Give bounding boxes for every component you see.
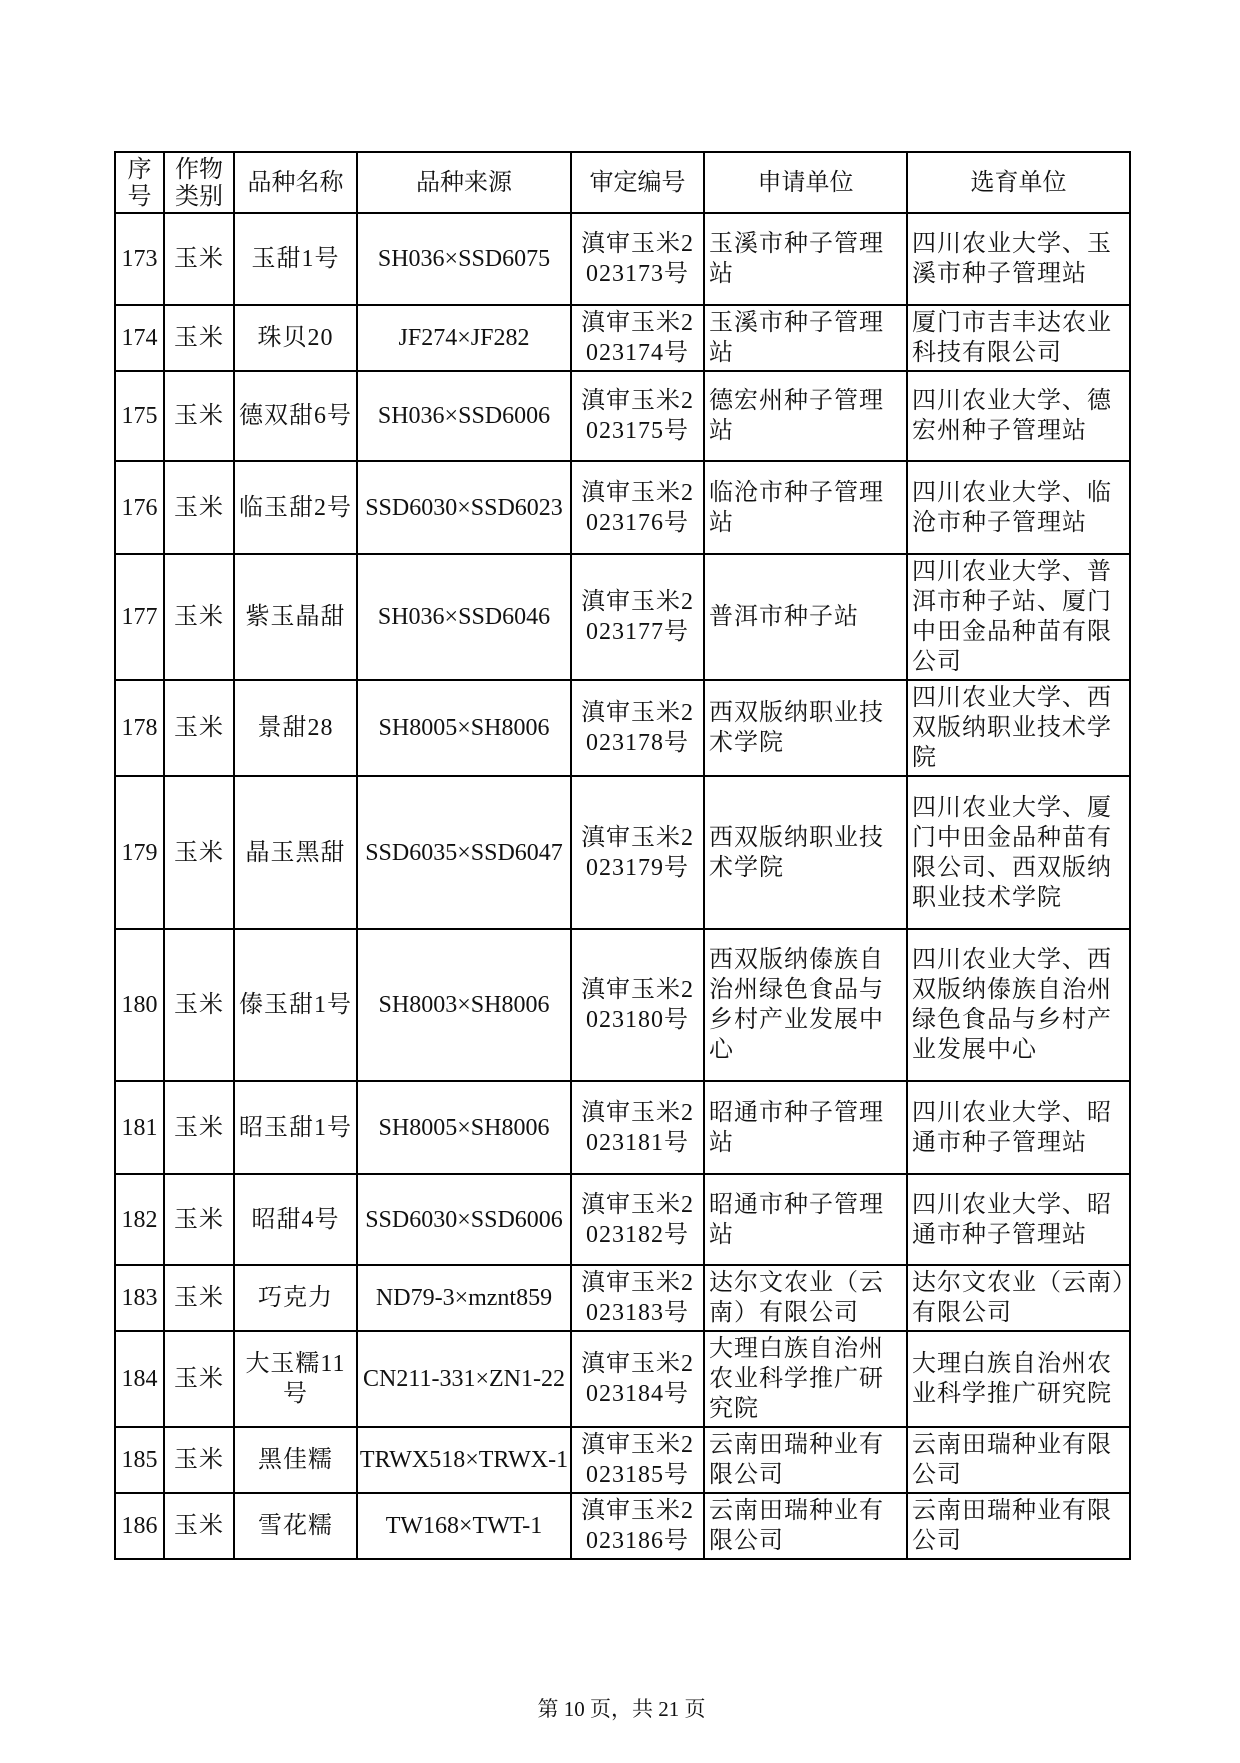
variety-source: SH036×SSD6006 bbox=[357, 371, 571, 461]
table-row bbox=[115, 680, 1130, 776]
row-number: 176 bbox=[115, 461, 164, 554]
approval-code: 滇审玉米2023179号 bbox=[571, 776, 704, 929]
variety-source: SSD6035×SSD6047 bbox=[357, 776, 571, 929]
row-number: 186 bbox=[115, 1493, 164, 1559]
approval-code: 滇审玉米2023181号 bbox=[571, 1081, 704, 1174]
applicant-unit: 临沧市种子管理站 bbox=[704, 461, 907, 554]
applicant-unit: 玉溪市种子管理站 bbox=[704, 213, 907, 305]
table-row bbox=[115, 776, 1130, 929]
table-row bbox=[115, 1081, 1130, 1174]
variety-name: 临玉甜2号 bbox=[234, 461, 357, 554]
variety-name: 珠贝20 bbox=[234, 305, 357, 371]
crop-type: 玉米 bbox=[164, 213, 234, 305]
variety-name: 景甜28 bbox=[234, 680, 357, 776]
table-body bbox=[115, 213, 1130, 1559]
applicant-unit: 西双版纳傣族自治州绿色食品与乡村产业发展中心 bbox=[704, 929, 907, 1081]
variety-name: 黑佳糯 bbox=[234, 1427, 357, 1493]
table-row bbox=[115, 554, 1130, 680]
table-row bbox=[115, 1174, 1130, 1265]
variety-name: 巧克力 bbox=[234, 1265, 357, 1331]
table-row bbox=[115, 461, 1130, 554]
breeder-unit: 厦门市吉丰达农业科技有限公司 bbox=[907, 305, 1130, 371]
page-sheet bbox=[114, 151, 1129, 1763]
header-row bbox=[115, 152, 1130, 213]
row-number: 183 bbox=[115, 1265, 164, 1331]
variety-table bbox=[114, 151, 1131, 1560]
breeder-unit: 四川农业大学、昭通市种子管理站 bbox=[907, 1081, 1130, 1174]
variety-name: 雪花糯 bbox=[234, 1493, 357, 1559]
header-breeder: 选育单位 bbox=[907, 152, 1130, 213]
crop-type: 玉米 bbox=[164, 1493, 234, 1559]
table-row bbox=[115, 371, 1130, 461]
applicant-unit: 普洱市种子站 bbox=[704, 554, 907, 680]
header-name: 品种名称 bbox=[234, 152, 357, 213]
approval-code: 滇审玉米2023173号 bbox=[571, 213, 704, 305]
crop-type: 玉米 bbox=[164, 1331, 234, 1427]
approval-code: 滇审玉米2023183号 bbox=[571, 1265, 704, 1331]
page-footer: 第 10 页，共 21 页 bbox=[537, 1697, 706, 1721]
variety-source: SH8003×SH8006 bbox=[357, 929, 571, 1081]
applicant-unit: 云南田瑞种业有限公司 bbox=[704, 1493, 907, 1559]
variety-source: SH8005×SH8006 bbox=[357, 1081, 571, 1174]
applicant-unit: 云南田瑞种业有限公司 bbox=[704, 1427, 907, 1493]
breeder-unit: 四川农业大学、厦门中田金品种苗有限公司、西双版纳职业技术学院 bbox=[907, 776, 1130, 929]
applicant-unit: 达尔文农业（云南）有限公司 bbox=[704, 1265, 907, 1331]
breeder-unit: 四川农业大学、普洱市种子站、厦门中田金品种苗有限公司 bbox=[907, 554, 1130, 680]
crop-type: 玉米 bbox=[164, 680, 234, 776]
variety-name: 昭甜4号 bbox=[234, 1174, 357, 1265]
header-applicant: 申请单位 bbox=[704, 152, 907, 213]
crop-type: 玉米 bbox=[164, 461, 234, 554]
row-number: 178 bbox=[115, 680, 164, 776]
breeder-unit: 四川农业大学、西双版纳职业技术学院 bbox=[907, 680, 1130, 776]
table-row bbox=[115, 1331, 1130, 1427]
breeder-unit: 大理白族自治州农业科学推广研究院 bbox=[907, 1331, 1130, 1427]
row-number: 185 bbox=[115, 1427, 164, 1493]
variety-source: TW168×TWT-1 bbox=[357, 1493, 571, 1559]
table-row bbox=[115, 1493, 1130, 1559]
applicant-unit: 昭通市种子管理站 bbox=[704, 1174, 907, 1265]
breeder-unit: 四川农业大学、玉溪市种子管理站 bbox=[907, 213, 1130, 305]
variety-name: 傣玉甜1号 bbox=[234, 929, 357, 1081]
crop-type: 玉米 bbox=[164, 776, 234, 929]
variety-source: SH8005×SH8006 bbox=[357, 680, 571, 776]
variety-source: JF274×JF282 bbox=[357, 305, 571, 371]
row-number: 174 bbox=[115, 305, 164, 371]
variety-name: 晶玉黑甜 bbox=[234, 776, 357, 929]
crop-type: 玉米 bbox=[164, 371, 234, 461]
breeder-unit: 四川农业大学、临沧市种子管理站 bbox=[907, 461, 1130, 554]
variety-source: SSD6030×SSD6023 bbox=[357, 461, 571, 554]
variety-name: 紫玉晶甜 bbox=[234, 554, 357, 680]
crop-type: 玉米 bbox=[164, 1081, 234, 1174]
breeder-unit: 达尔文农业（云南）有限公司 bbox=[907, 1265, 1130, 1331]
row-number: 184 bbox=[115, 1331, 164, 1427]
row-number: 173 bbox=[115, 213, 164, 305]
approval-code: 滇审玉米2023177号 bbox=[571, 554, 704, 680]
variety-name: 大玉糯11号 bbox=[234, 1331, 357, 1427]
crop-type: 玉米 bbox=[164, 305, 234, 371]
row-number: 175 bbox=[115, 371, 164, 461]
header-source: 品种来源 bbox=[357, 152, 571, 213]
variety-source: ND79-3×mznt859 bbox=[357, 1265, 571, 1331]
crop-type: 玉米 bbox=[164, 929, 234, 1081]
table-row bbox=[115, 305, 1130, 371]
crop-type: 玉米 bbox=[164, 1174, 234, 1265]
variety-source: SH036×SSD6075 bbox=[357, 213, 571, 305]
variety-source: CN211-331×ZN1-22 bbox=[357, 1331, 571, 1427]
row-number: 182 bbox=[115, 1174, 164, 1265]
variety-source: SSD6030×SSD6006 bbox=[357, 1174, 571, 1265]
table-row bbox=[115, 213, 1130, 305]
row-number: 177 bbox=[115, 554, 164, 680]
applicant-unit: 德宏州种子管理站 bbox=[704, 371, 907, 461]
approval-code: 滇审玉米2023185号 bbox=[571, 1427, 704, 1493]
table-row bbox=[115, 929, 1130, 1081]
breeder-unit: 云南田瑞种业有限公司 bbox=[907, 1427, 1130, 1493]
crop-type: 玉米 bbox=[164, 554, 234, 680]
variety-name: 玉甜1号 bbox=[234, 213, 357, 305]
header-crop: 作物类别 bbox=[164, 152, 234, 213]
table-row bbox=[115, 1427, 1130, 1493]
approval-code: 滇审玉米2023175号 bbox=[571, 371, 704, 461]
row-number: 179 bbox=[115, 776, 164, 929]
breeder-unit: 四川农业大学、西双版纳傣族自治州绿色食品与乡村产业发展中心 bbox=[907, 929, 1130, 1081]
applicant-unit: 大理白族自治州农业科学推广研究院 bbox=[704, 1331, 907, 1427]
applicant-unit: 昭通市种子管理站 bbox=[704, 1081, 907, 1174]
variety-source: SH036×SSD6046 bbox=[357, 554, 571, 680]
breeder-unit: 云南田瑞种业有限公司 bbox=[907, 1493, 1130, 1559]
applicant-unit: 西双版纳职业技术学院 bbox=[704, 776, 907, 929]
header-code: 审定编号 bbox=[571, 152, 704, 213]
approval-code: 滇审玉米2023178号 bbox=[571, 680, 704, 776]
applicant-unit: 西双版纳职业技术学院 bbox=[704, 680, 907, 776]
row-number: 180 bbox=[115, 929, 164, 1081]
approval-code: 滇审玉米2023186号 bbox=[571, 1493, 704, 1559]
approval-code: 滇审玉米2023174号 bbox=[571, 305, 704, 371]
breeder-unit: 四川农业大学、昭通市种子管理站 bbox=[907, 1174, 1130, 1265]
table-row bbox=[115, 1265, 1130, 1331]
approval-code: 滇审玉米2023180号 bbox=[571, 929, 704, 1081]
variety-name: 昭玉甜1号 bbox=[234, 1081, 357, 1174]
row-number: 181 bbox=[115, 1081, 164, 1174]
crop-type: 玉米 bbox=[164, 1427, 234, 1493]
approval-code: 滇审玉米2023184号 bbox=[571, 1331, 704, 1427]
approval-code: 滇审玉米2023176号 bbox=[571, 461, 704, 554]
applicant-unit: 玉溪市种子管理站 bbox=[704, 305, 907, 371]
crop-type: 玉米 bbox=[164, 1265, 234, 1331]
header-no: 序号 bbox=[115, 152, 164, 213]
variety-source: TRWX518×TRWX-1 bbox=[357, 1427, 571, 1493]
variety-name: 德双甜6号 bbox=[234, 371, 357, 461]
approval-code: 滇审玉米2023182号 bbox=[571, 1174, 704, 1265]
breeder-unit: 四川农业大学、德宏州种子管理站 bbox=[907, 371, 1130, 461]
